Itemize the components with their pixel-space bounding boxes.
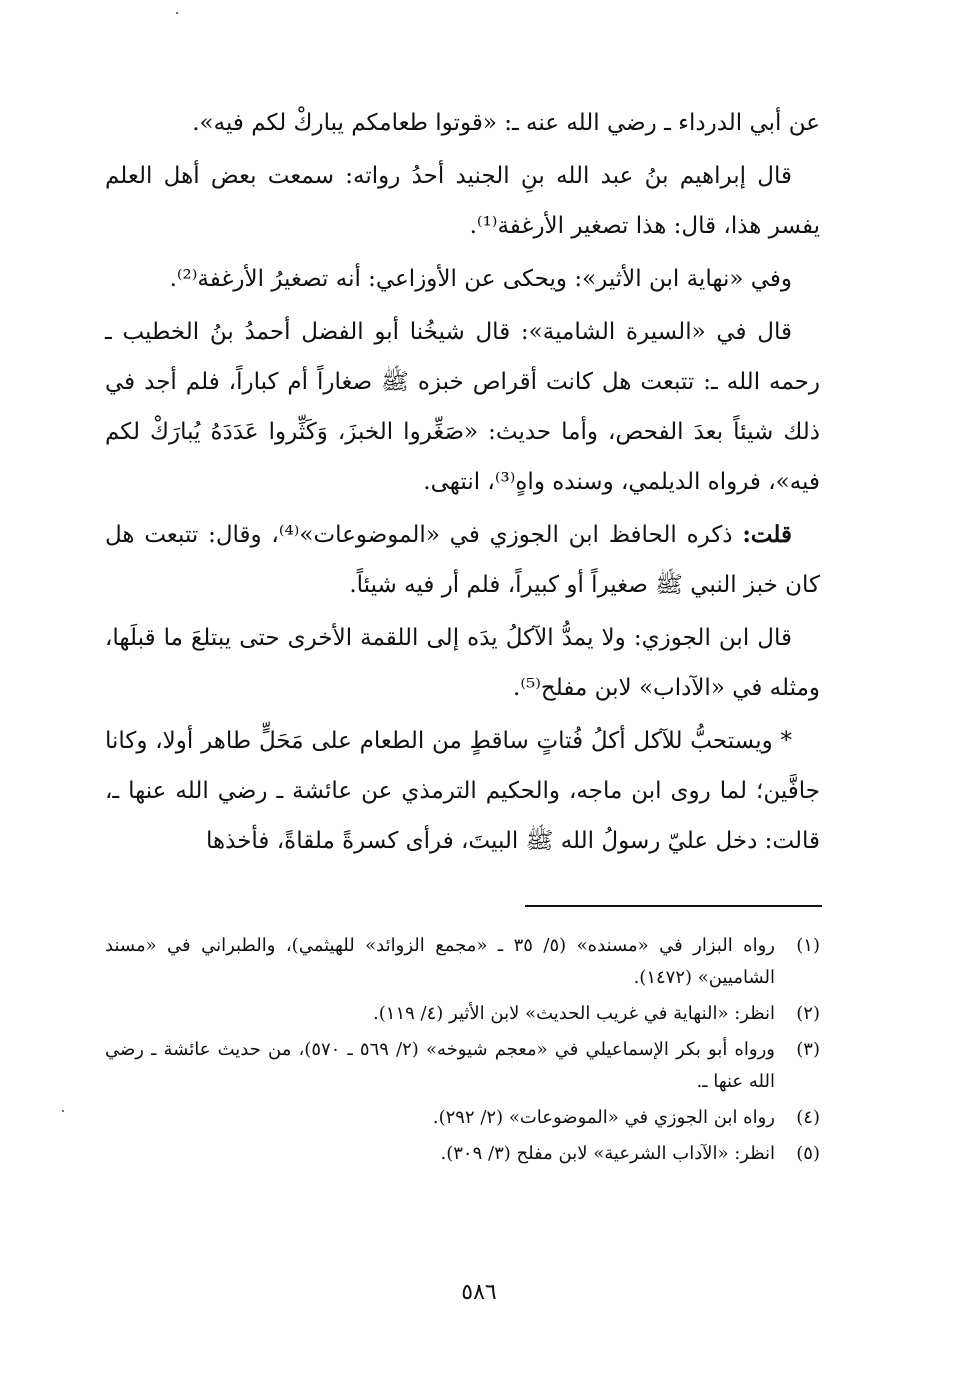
footnote-text: رواه ابن الجوزي في «الموضوعات» (٢/ ٢٩٢). (432, 1107, 775, 1128)
footnote-text: انظر: «النهاية في غريب الحديث» لابن الأثير (٤/ ١١٩). (373, 1003, 775, 1024)
footnote-text: رواه البزار في «مسنده» (٥/ ٣٥ ـ «مجمع الزوائد» للهيثمي)، والطبراني في «مسند الشاميين» (١٤٧٢). (105, 935, 775, 988)
footnote-number: (٥) (796, 1143, 820, 1164)
footnote-1 (105, 930, 820, 994)
scan-speck (176, 12, 178, 14)
footnote-5 (105, 1138, 820, 1170)
footnote-3 (105, 1034, 820, 1098)
footnote-number: (٣) (796, 1039, 820, 1060)
paragraph-6: قال ابن الجوزي: ولا يمدُّ الآكلُ يدَه إلى اللقمة الأخرى حتى يبتلعَ ما قبلَها، ومثله في «الآداب» لابن مفلح⁽⁵⁾. (105, 625, 820, 701)
footnotes (105, 930, 820, 1174)
footnote-text: انظر: «الآداب الشرعية» لابن مفلح (٣/ ٣٠٩). (440, 1143, 775, 1164)
footnote-2 (105, 998, 820, 1030)
footnote-number: (٤) (796, 1107, 820, 1128)
footnote-4 (105, 1102, 820, 1134)
scan-speck (62, 1110, 64, 1112)
paragraph-5 (105, 510, 820, 610)
footnote-text: ورواه أبو بكر الإسماعيلي في «معجم شيوخه» (٢/ ٥٦٩ ـ ٥٧٠)، من حديث عائشة ـ رضي الله عنها ـ. (105, 1039, 776, 1092)
main-text (105, 98, 820, 869)
paragraph-lead: قلت: (742, 521, 792, 548)
paragraph-3: وفي «نهاية ابن الأثير»: ويحكى عن الأوزاعي: أنه تصغيرُ الأرغفة⁽²⁾. (169, 266, 792, 292)
footnote-separator (525, 905, 822, 907)
paragraph-body: ذكره الحافظ ابن الجوزي في «الموضوعات»⁽⁴⁾، وقال: تتبعت هل كان خبز النبي ﷺ صغيراً أو كبيراً، فلم أر فيه شيئاً. (105, 522, 820, 598)
footnote-number: (١) (796, 935, 820, 956)
paragraph-2: قال إبراهيم بنُ عبد الله بنِ الجنيد أحدُ رواته: سمعت بعض أهل العلم يفسر هذا، قال: هذا تصغير الأرغفة⁽¹⁾. (105, 163, 820, 239)
footnote-number: (٢) (796, 1003, 820, 1024)
paragraph-7: * ويستحبُّ للآكل أكلُ فُتاتٍ ساقطٍ من الطعام على مَحَلٍّ طاهر أولا، وكانا جافَّين؛ لما روى ابن ماجه، والحكيم الترمذي عن عائشة ـ رضي الله عنها ـ، قالت: دخل عليّ رسولُ الله ﷺ البيتَ، فرأى كسرةً ملقاةً، فأخذها (105, 728, 820, 854)
page-number: ٥٨٦ (461, 1280, 497, 1305)
paragraph-4: قال في «السيرة الشامية»: قال شيخُنا أبو الفضل أحمدُ بنُ الخطيب ـ رحمه الله ـ: تتبعت هل كانت أقراص خبزه ﷺ صغاراً أم كباراً، فلم أجد في ذلك شيئاً بعدَ الفحص، وأما حديث: «صَغِّروا الخبزَ، وَكَثِّروا عَدَدَهُ يُبارَكْ لكم فيه»، فرواه الديلمي، وسنده واهٍ⁽³⁾، انتهى. (105, 319, 820, 495)
paragraph-1: عن أبي الدرداء ـ رضي الله عنه ـ: «قوتوا طعامكم يباركْ لكم فيه». (192, 110, 820, 136)
